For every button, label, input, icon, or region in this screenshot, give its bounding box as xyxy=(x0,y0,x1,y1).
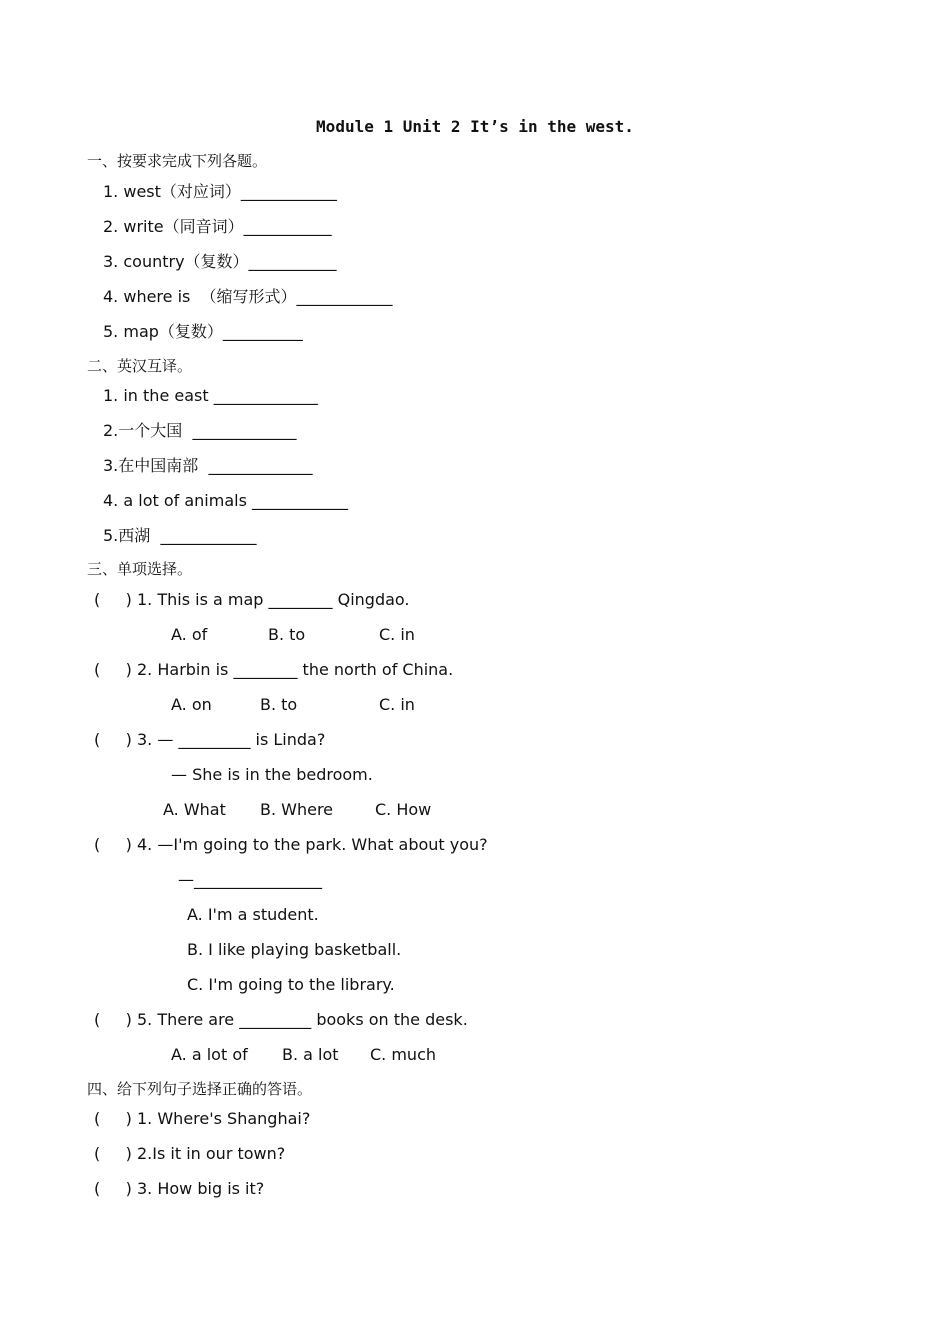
q3-option-a: A. What xyxy=(163,800,226,819)
q5-option-a: A. a lot of xyxy=(171,1045,248,1064)
q5-option-b: B. a lot xyxy=(282,1045,339,1064)
section-4-heading: 四、给下列句子选择正确的答语。 xyxy=(87,1080,313,1098)
q4-option-a: A. I'm a student. xyxy=(187,905,319,924)
q4-option-c: C. I'm going to the library. xyxy=(187,975,395,994)
q2-option-a: A. on xyxy=(171,695,212,714)
q1-option-c: C. in xyxy=(379,625,415,644)
s1-item-2: 2. write（同音词）___________ xyxy=(103,217,332,236)
q3-answer-line: — She is in the bedroom. xyxy=(171,765,373,784)
s2-item-2: 2.一个大国 _____________ xyxy=(103,421,297,440)
section-1-heading: 一、按要求完成下列各题。 xyxy=(87,152,268,170)
q4-answer-line: —________________ xyxy=(178,870,322,889)
q4-option-b: B. I like playing basketball. xyxy=(187,940,402,959)
s2-item-3: 3.在中国南部 _____________ xyxy=(103,456,313,475)
q1-option-a: A. of xyxy=(171,625,208,644)
section-3-heading: 三、单项选择。 xyxy=(87,560,193,578)
q3-option-b: B. Where xyxy=(260,800,334,819)
q3-stem: ( ) 3. — _________ is Linda? xyxy=(94,730,326,749)
q1-option-b: B. to xyxy=(268,625,306,644)
q4-stem: ( ) 4. —I'm going to the park. What about you? xyxy=(94,835,488,854)
q2-option-c: C. in xyxy=(379,695,415,714)
s1-item-3: 3. country（复数）___________ xyxy=(103,252,337,271)
q5-option-c: C. much xyxy=(370,1045,437,1064)
q5-stem: ( ) 5. There are _________ books on the desk. xyxy=(94,1010,468,1029)
q2-option-b: B. to xyxy=(260,695,298,714)
q1-stem: ( ) 1. This is a map ________ Qingdao. xyxy=(94,590,410,609)
s1-item-5: 5. map（复数）__________ xyxy=(103,322,303,341)
q3-option-c: C. How xyxy=(375,800,432,819)
s4-item-3: ( ) 3. How big is it? xyxy=(94,1179,265,1198)
s2-item-4: 4. a lot of animals ____________ xyxy=(103,491,348,510)
worksheet-title: Module 1 Unit 2 It’s in the west. xyxy=(316,117,634,136)
s1-item-4: 4. where is （缩写形式）____________ xyxy=(103,287,393,306)
section-2-heading: 二、英汉互译。 xyxy=(87,357,193,375)
s2-item-5: 5.西湖 ____________ xyxy=(103,526,257,545)
s2-item-1: 1. in the east _____________ xyxy=(103,386,318,405)
s1-item-1: 1. west（对应词）____________ xyxy=(103,182,337,201)
s4-item-1: ( ) 1. Where's Shanghai? xyxy=(94,1109,311,1128)
s4-item-2: ( ) 2.Is it in our town? xyxy=(94,1144,286,1163)
q2-stem: ( ) 2. Harbin is ________ the north of China. xyxy=(94,660,454,679)
